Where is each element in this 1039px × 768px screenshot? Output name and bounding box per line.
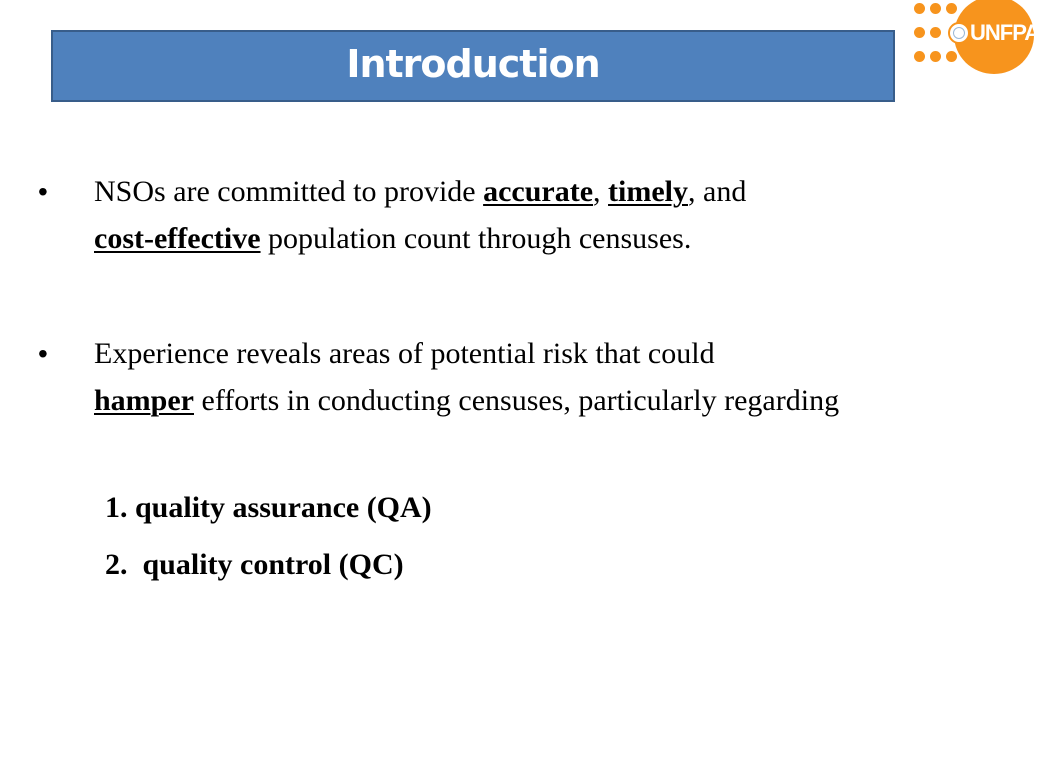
text-segment: , and [688, 175, 747, 208]
logo-dot [930, 51, 941, 62]
logo-dot [914, 3, 925, 14]
slide-title: Introduction [346, 42, 600, 86]
text-segment: Experience reveals areas of potential risk that could [94, 337, 715, 370]
logo-dot [946, 51, 957, 62]
bullet-text [94, 168, 974, 262]
text-segment: population count through censuses. [260, 222, 692, 255]
text-segment: NSOs are committed to provide [94, 175, 484, 208]
text-segment: efforts in conducting censuses, particularly regarding [194, 384, 840, 417]
logo-dot [914, 51, 925, 62]
logo-dot [914, 27, 925, 38]
bullet-marker: • [38, 338, 48, 369]
logo-text: UNFPA [970, 20, 1039, 45]
sub-item-quality-control: 2. quality control (QC) [105, 548, 404, 581]
logo-dot [930, 3, 941, 14]
logo-dot [946, 3, 957, 14]
emphasis-hamper: hamper [94, 384, 194, 417]
un-emblem-icon [948, 22, 970, 44]
title-bar [51, 30, 895, 102]
sub-item-quality-assurance: 1. quality assurance (QA) [105, 491, 432, 524]
logo-dot [930, 27, 941, 38]
emphasis-accurate: accurate [483, 175, 594, 208]
emphasis-timely: timely [608, 175, 688, 208]
emphasis-cost-effective: cost-effective [94, 222, 261, 255]
bullet-marker: • [38, 176, 48, 207]
bullet-text [94, 330, 974, 424]
text-segment: , [593, 175, 609, 208]
